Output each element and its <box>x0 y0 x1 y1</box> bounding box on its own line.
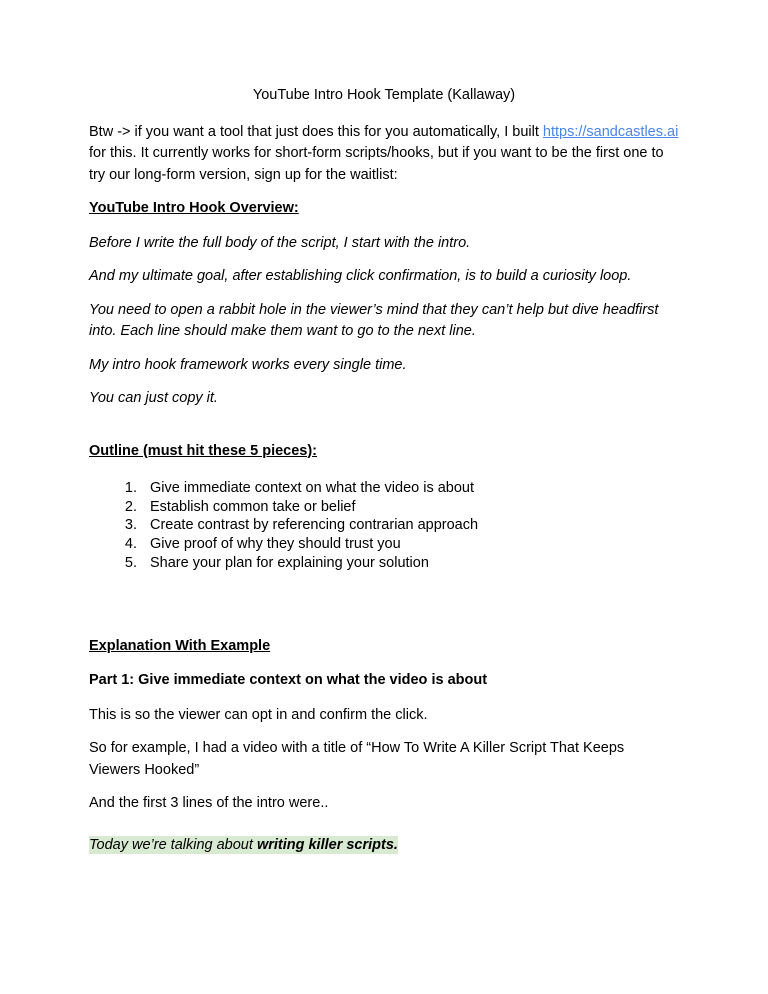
outline-item-1: 1. Give immediate context on what the video is about <box>141 479 679 498</box>
highlighted-hook-text <box>89 836 398 854</box>
explanation-paragraph-1: This is so the viewer can opt in and confirm the click. <box>89 706 428 723</box>
intro-paragraph <box>89 122 679 187</box>
overview-paragraph-3: You need to open a rabbit hole in the viewer’s mind that they can’t help but dive headfirst into. Each line should make them want to go to the next line. <box>89 301 659 339</box>
overview-heading: YouTube Intro Hook Overview: <box>89 200 299 216</box>
outline-item-3: 3. Create contrast by referencing contrarian approach <box>141 516 679 535</box>
intro-text-after-link: for this. It currently works for short-form scripts/hooks, but if you want to be the first one to try our long-form version, sign up for the waitlist: <box>89 145 664 183</box>
document-title: YouTube Intro Hook Template (Kallaway) <box>252 87 516 103</box>
intro-text-before-link: Btw -> if you want a tool that just does this for you automatically, I built <box>89 123 543 140</box>
explanation-paragraph-2: So for example, I had a video with a title of “How To Write A Killer Script That Keeps Viewers Hooked” <box>89 740 625 778</box>
explanation-paragraph-3: And the first 3 lines of the intro were.. <box>89 795 329 812</box>
overview-paragraph-5: You can just copy it. <box>89 390 218 406</box>
outline-item-4: 4. Give proof of why they should trust you <box>141 535 679 554</box>
outline-item-5: 5. Share your plan for explaining your solution <box>141 554 679 573</box>
overview-paragraph-2: And my ultimate goal, after establishing click confirmation, is to build a curiosity loop. <box>89 268 632 284</box>
overview-paragraph-1: Before I write the full body of the script, I start with the intro. <box>89 234 471 251</box>
sandcastles-link[interactable]: https://sandcastles.ai <box>542 123 679 140</box>
part1-heading: Part 1: Give immediate context on what the video is about <box>89 672 488 689</box>
overview-paragraph-4: My intro hook framework works every single time. <box>89 356 407 373</box>
outline-item-2: 2. Establish common take or belief <box>141 498 679 517</box>
hook-italic-part: Today we’re talking about <box>89 836 257 853</box>
outline-list <box>89 479 679 573</box>
example-hook-line <box>89 835 679 857</box>
explanation-heading: Explanation With Example <box>89 637 271 654</box>
hook-bold-part: writing killer scripts. <box>256 836 398 853</box>
outline-heading: Outline (must hit these 5 pieces): <box>89 442 318 459</box>
